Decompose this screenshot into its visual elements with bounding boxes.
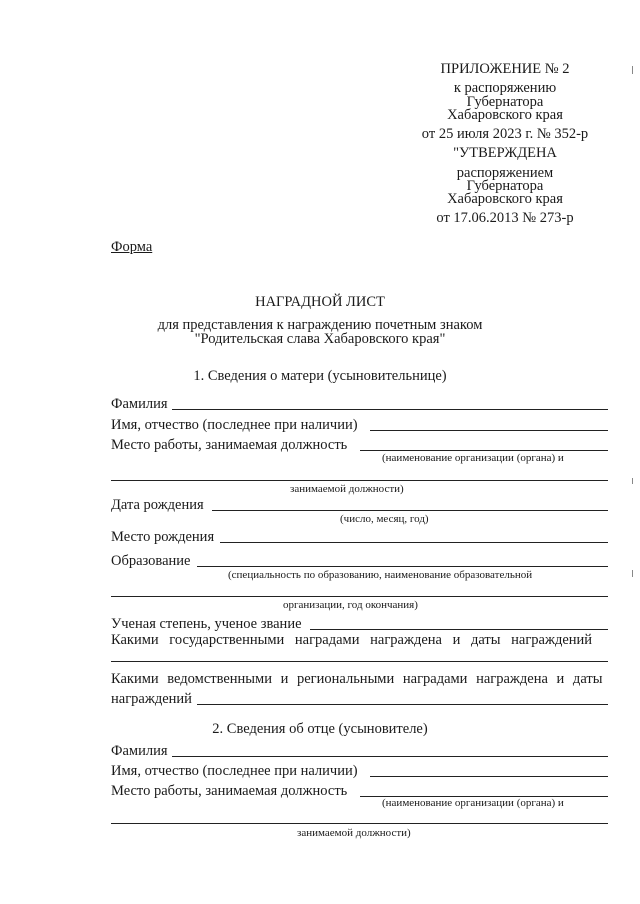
section2-heading: 2. Сведения об отце (усыновителе) bbox=[212, 721, 428, 737]
scan-edge-mark bbox=[632, 66, 633, 74]
scan-edge-mark bbox=[632, 478, 633, 484]
s1-education-field[interactable] bbox=[197, 566, 608, 567]
s1-workplace-field[interactable] bbox=[360, 450, 608, 451]
s1-workplace-label: Место работы, занимаемая должность bbox=[111, 437, 348, 453]
document-subtitle-2: "Родительская слава Хабаровского края" bbox=[194, 331, 446, 347]
s2-name-field[interactable] bbox=[370, 776, 608, 777]
s2-surname-field[interactable] bbox=[172, 756, 608, 757]
s1-birth-place-field[interactable] bbox=[220, 542, 608, 543]
header-region: Хабаровского края bbox=[447, 107, 563, 123]
s2-workplace-label: Место работы, занимаемая должность bbox=[111, 783, 348, 799]
s1-dept-awards-field[interactable] bbox=[197, 704, 608, 705]
header-to-order: к распоряжению bbox=[453, 80, 557, 96]
s1-state-awards-field[interactable] bbox=[111, 661, 608, 662]
s1-workplace-field-2[interactable] bbox=[111, 480, 608, 481]
s1-birth-place-label: Место рождения bbox=[111, 529, 215, 545]
s1-state-awards-label: Какими государственными наградами награждена и даты награждений bbox=[111, 632, 593, 648]
s1-name-field[interactable] bbox=[370, 430, 608, 431]
form-label: Форма bbox=[111, 239, 153, 255]
s1-birth-date-field[interactable] bbox=[212, 510, 608, 511]
s1-workplace-hint-2: занимаемой должности) bbox=[290, 483, 404, 495]
s1-name-label: Имя, отчество (последнее при наличии) bbox=[111, 417, 358, 433]
s1-surname-field[interactable] bbox=[172, 409, 608, 410]
s1-dept-awards-label-1: Какими ведомственными и региональными наградами награждена и даты bbox=[111, 671, 603, 687]
s1-workplace-hint-1: (наименование организации (органа) и bbox=[382, 452, 564, 464]
s1-dept-awards-label-2: награждений bbox=[111, 691, 192, 707]
s1-birth-date-hint: (число, месяц, год) bbox=[340, 513, 429, 525]
s2-surname-label: Фамилия bbox=[111, 743, 168, 759]
s2-workplace-hint-1: (наименование организации (органа) и bbox=[382, 797, 564, 809]
header-governor: Губернатора bbox=[466, 94, 544, 110]
header-order-date-2: от 17.06.2013 № 273-р bbox=[436, 210, 574, 226]
header-order-date: от 25 июля 2023 г. № 352-р bbox=[421, 126, 589, 142]
section1-heading: 1. Сведения о матери (усыновительнице) bbox=[193, 368, 447, 384]
header-governor-2: Губернатора bbox=[466, 178, 544, 194]
s1-birth-date-label: Дата рождения bbox=[111, 497, 204, 513]
s2-name-label: Имя, отчество (последнее при наличии) bbox=[111, 763, 358, 779]
s1-education-label: Образование bbox=[111, 553, 191, 569]
s1-degree-field[interactable] bbox=[310, 629, 608, 630]
s1-education-field-2[interactable] bbox=[111, 596, 608, 597]
scan-edge-mark bbox=[632, 570, 633, 577]
s2-workplace-hint-2: занимаемой должности) bbox=[297, 827, 411, 839]
s2-workplace-field-2[interactable] bbox=[111, 823, 608, 824]
appendix-number: ПРИЛОЖЕНИЕ № 2 bbox=[440, 61, 570, 77]
s1-education-hint-2: организации, год окончания) bbox=[283, 599, 418, 611]
header-approved: "УТВЕРЖДЕНА bbox=[453, 145, 557, 161]
s1-degree-label: Ученая степень, ученое звание bbox=[111, 616, 302, 632]
s1-surname-label: Фамилия bbox=[111, 396, 168, 412]
header-region-2: Хабаровского края bbox=[447, 191, 563, 207]
document-subtitle-1: для представления к награждению почетным знаком bbox=[157, 317, 483, 333]
document-title: НАГРАДНОЙ ЛИСТ bbox=[255, 294, 385, 310]
header-by-order: распоряжением bbox=[456, 165, 554, 181]
s1-education-hint-1: (специальность по образованию, наименование образовательной bbox=[228, 569, 533, 581]
